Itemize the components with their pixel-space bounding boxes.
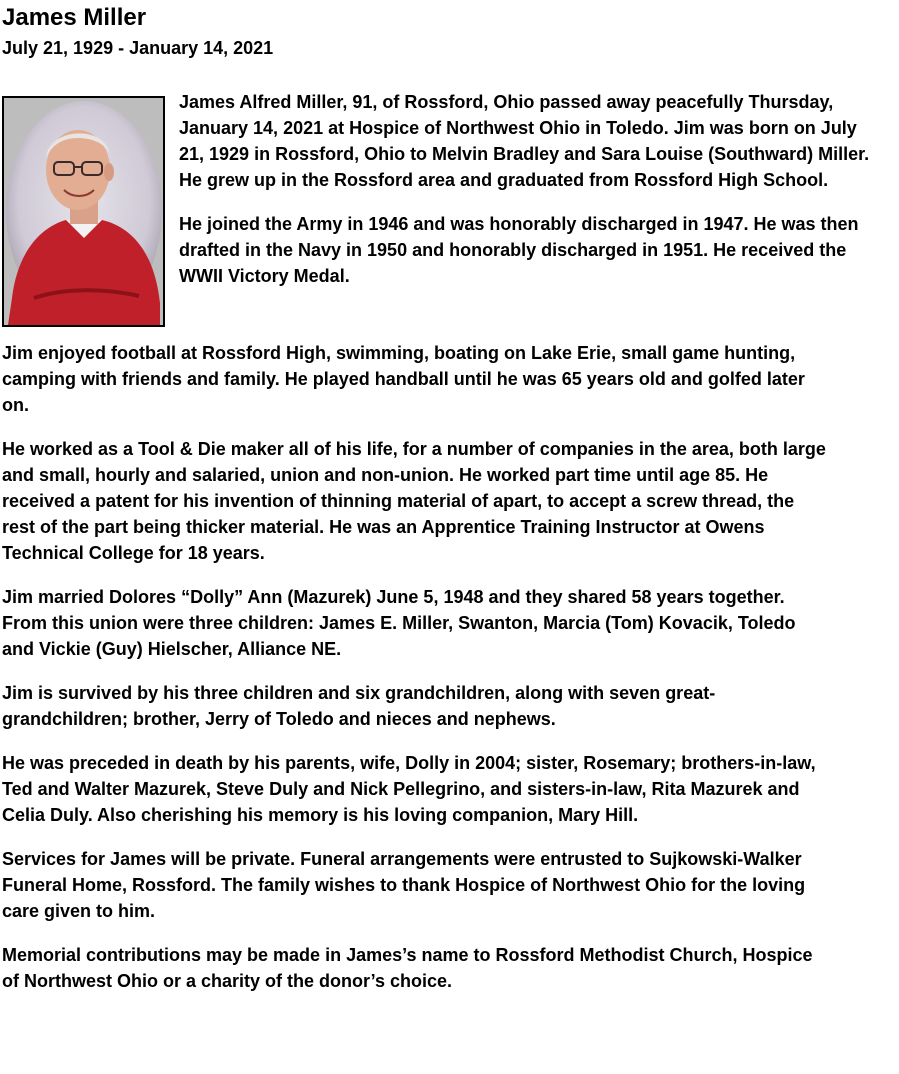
paragraph: He joined the Army in 1946 and was honorably discharged in 1947. He was then drafted in the Navy in 1950 and honorably discharged in 1951. He received the WWII Victory Medal. xyxy=(179,214,859,286)
paragraph: He was preceded in death by his parents, wife, Dolly in 2004; sister, Rosemary; brothers-in-law, Ted and Walter Mazurek, Steve Duly and Nick Pellegrino, and sisters-in-law, Rita Mazurek and Celia Duly. Also cherishing his memory is his loving companion, Mary Hill. xyxy=(2,753,816,825)
obituary-body xyxy=(2,340,892,994)
obituary-name: James Miller xyxy=(2,4,147,31)
obituary-page xyxy=(2,4,892,1012)
paragraph: Services for James will be private. Funeral arrangements were entrusted to Sujkowski-Walker Funeral Home, Rossford. The family wishes to thank Hospice of Northwest Ohio for the loving care given to him. xyxy=(2,849,806,921)
portrait-photo xyxy=(2,96,165,327)
life-dates: July 21, 1929 - January 14, 2021 xyxy=(2,38,274,58)
paragraph: He worked as a Tool & Die maker all of his life, for a number of companies in the area, both large and small, hourly and salaried, union and non-union. He worked part time until age 85. He received a patent for his invention of thinning material of apart, to accept a screw thread, the rest of the part being thicker material. He was an Apprentice Training Instructor at Owens Technical College for 18 years. xyxy=(2,439,826,563)
paragraph: Jim enjoyed football at Rossford High, swimming, boating on Lake Erie, small game hunting, camping with friends and family. He played handball until he was 65 years old and golfed later on. xyxy=(2,343,805,415)
intro-section xyxy=(2,92,892,340)
paragraph: James Alfred Miller, 91, of Rossford, Ohio passed away peacefully Thursday, January 14, 2021 at Hospice of Northwest Ohio in Toledo. Jim was born on July 21, 1929 in Rossford, Ohio to Melvin Bradley and Sara Louise (Southward) Miller. He grew up in the Rossford area and graduated from Rossford High School. xyxy=(179,92,870,190)
paragraph: Jim married Dolores “Dolly” Ann (Mazurek) June 5, 1948 and they shared 58 years together. From this union were three children: James E. Miller, Swanton, Marcia (Tom) Kovacik, Toledo and Vickie (Guy) Hielscher, Alliance NE. xyxy=(2,587,796,659)
portrait-photo-icon xyxy=(4,98,163,325)
intro-text xyxy=(179,89,879,307)
paragraph: Jim is survived by his three children and six grandchildren, along with seven great-grandchildren; brother, Jerry of Toledo and nieces and nephews. xyxy=(2,683,716,729)
paragraph: Memorial contributions may be made in James’s name to Rossford Methodist Church, Hospice of Northwest Ohio or a charity of the donor’s choice. xyxy=(2,945,813,991)
